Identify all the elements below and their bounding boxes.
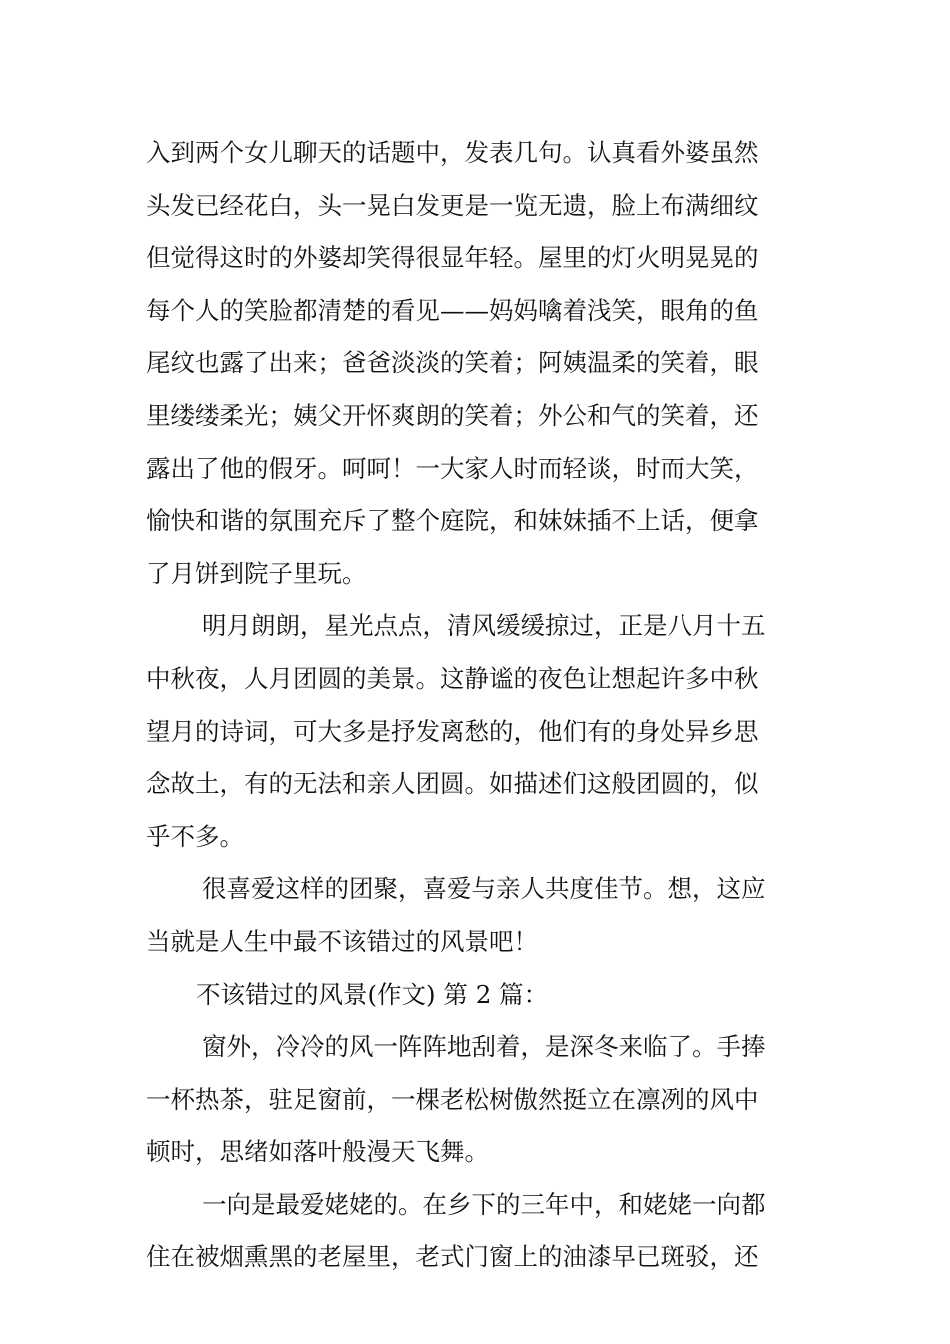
text-line: 里缕缕柔光；姨父开怀爽朗的笑着；外公和气的笑着，还	[146, 400, 759, 430]
text-line: 乎不多。	[146, 821, 244, 851]
text-line: 露出了他的假牙。呵呵！一大家人时而轻谈，时而大笑，	[146, 453, 759, 483]
text-line: 头发已经花白，头一晃白发更是一览无遗，脸上布满细纹	[146, 190, 759, 220]
text-line: 一杯热茶，驻足窗前，一棵老松树傲然挺立在凛冽的风中	[146, 1084, 759, 1114]
text-line: 顿时，思绪如落叶般漫天飞舞。	[146, 1137, 489, 1167]
text-line: 但觉得这时的外婆却笑得很显年轻。屋里的灯火明晃晃的	[146, 243, 759, 273]
paragraph-first-line: 明月朗朗，星光点点，清风缓缓掠过，正是八月十五	[202, 611, 766, 641]
text-line: 望月的诗词，可大多是抒发离愁的，他们有的身处异乡思	[146, 716, 759, 746]
paragraph-first-line: 一向是最爱姥姥的。在乡下的三年中，和姥姥一向都	[202, 1189, 766, 1219]
section-heading: 不该错过的风景(作文) 第 2 篇：	[196, 979, 549, 1009]
text-line: 当就是人生中最不该错过的风景吧！	[146, 926, 538, 956]
document-body	[146, 127, 806, 1284]
text-line: 愉快和谐的氛围充斥了整个庭院，和妹妹插不上话，便拿	[146, 506, 759, 536]
text-line: 每个人的笑脸都清楚的看见——妈妈噙着浅笑，眼角的鱼	[146, 295, 759, 325]
text-line: 念故土，有的无法和亲人团圆。如描述们这般团圆的，似	[146, 769, 759, 799]
text-line: 入到两个女儿聊天的话题中，发表几句。认真看外婆虽然	[146, 138, 759, 167]
text-line: 了月饼到院子里玩。	[146, 558, 367, 588]
paragraph-first-line: 很喜爱这样的团聚，喜爱与亲人共度佳节。想，这应	[202, 874, 766, 904]
text-line: 尾纹也露了出来；爸爸淡淡的笑着；阿姨温柔的笑着，眼	[146, 348, 759, 378]
text-line: 中秋夜，人月团圆的美景。这静谧的夜色让想起许多中秋	[146, 663, 759, 693]
paragraph-first-line: 窗外，冷冷的风一阵阵地刮着，是深冬来临了。手捧	[202, 1032, 766, 1062]
text-line: 住在被烟熏黑的老屋里，老式门窗上的油漆早已斑驳，还	[146, 1242, 759, 1272]
